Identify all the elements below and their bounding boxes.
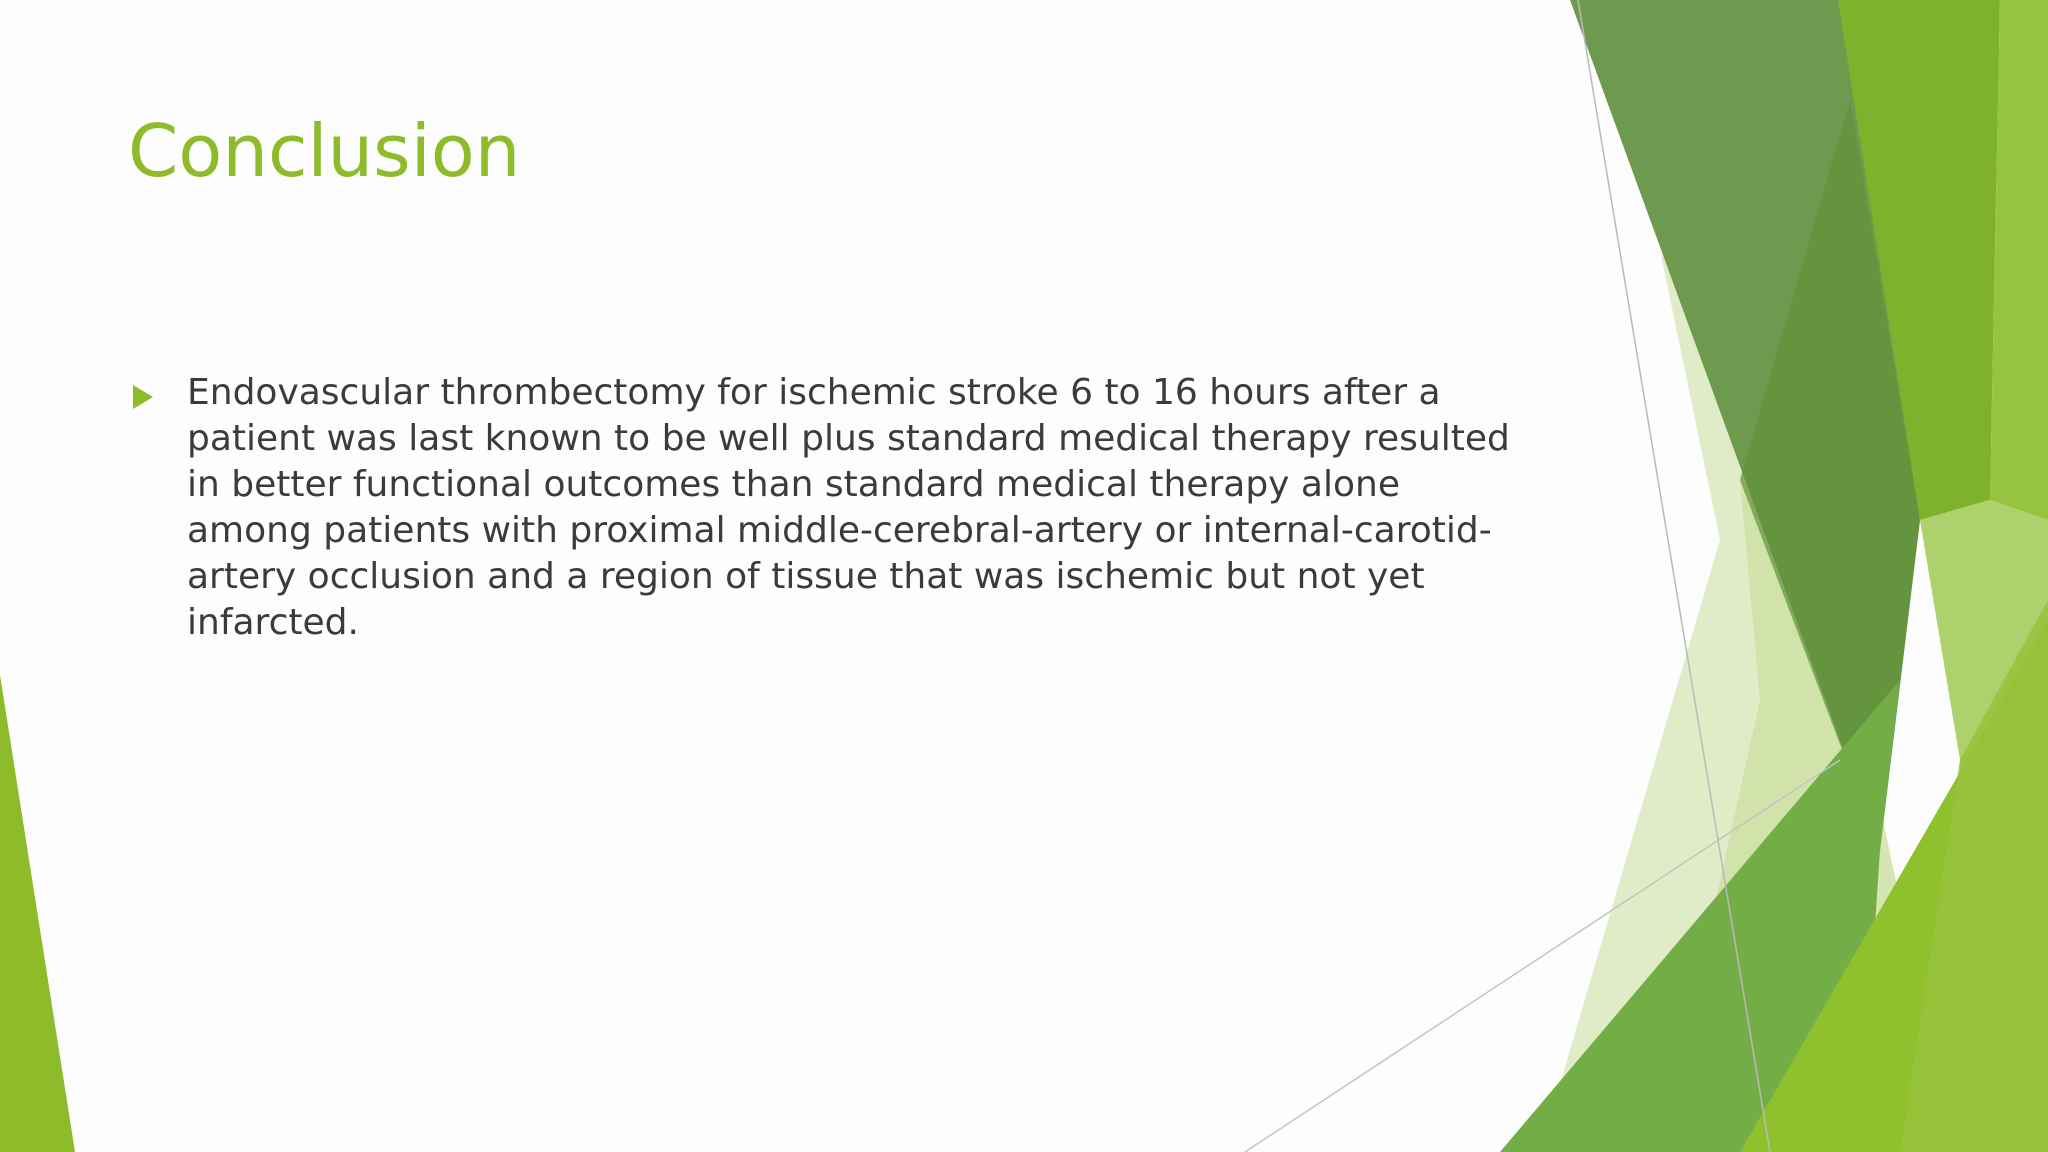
triangle-right-icon (133, 385, 153, 409)
bullet-item (130, 370, 1530, 646)
bullet-text: Endovascular thrombectomy for ischemic stroke 6 to 16 hours after a patient was last known to be well plus standard medical therapy resulted in better functional outcomes than standard medical therapy alone among patients with proximal middle-cerebral-artery or internal-carotid-artery occlusion and a region of tissue that was ischemic but not yet infarcted. (187, 372, 1510, 643)
slide-title: Conclusion (128, 109, 521, 193)
left-green-sliver (0, 675, 75, 1152)
far-right-green (1990, 0, 2048, 520)
bullet-list (130, 370, 1530, 646)
